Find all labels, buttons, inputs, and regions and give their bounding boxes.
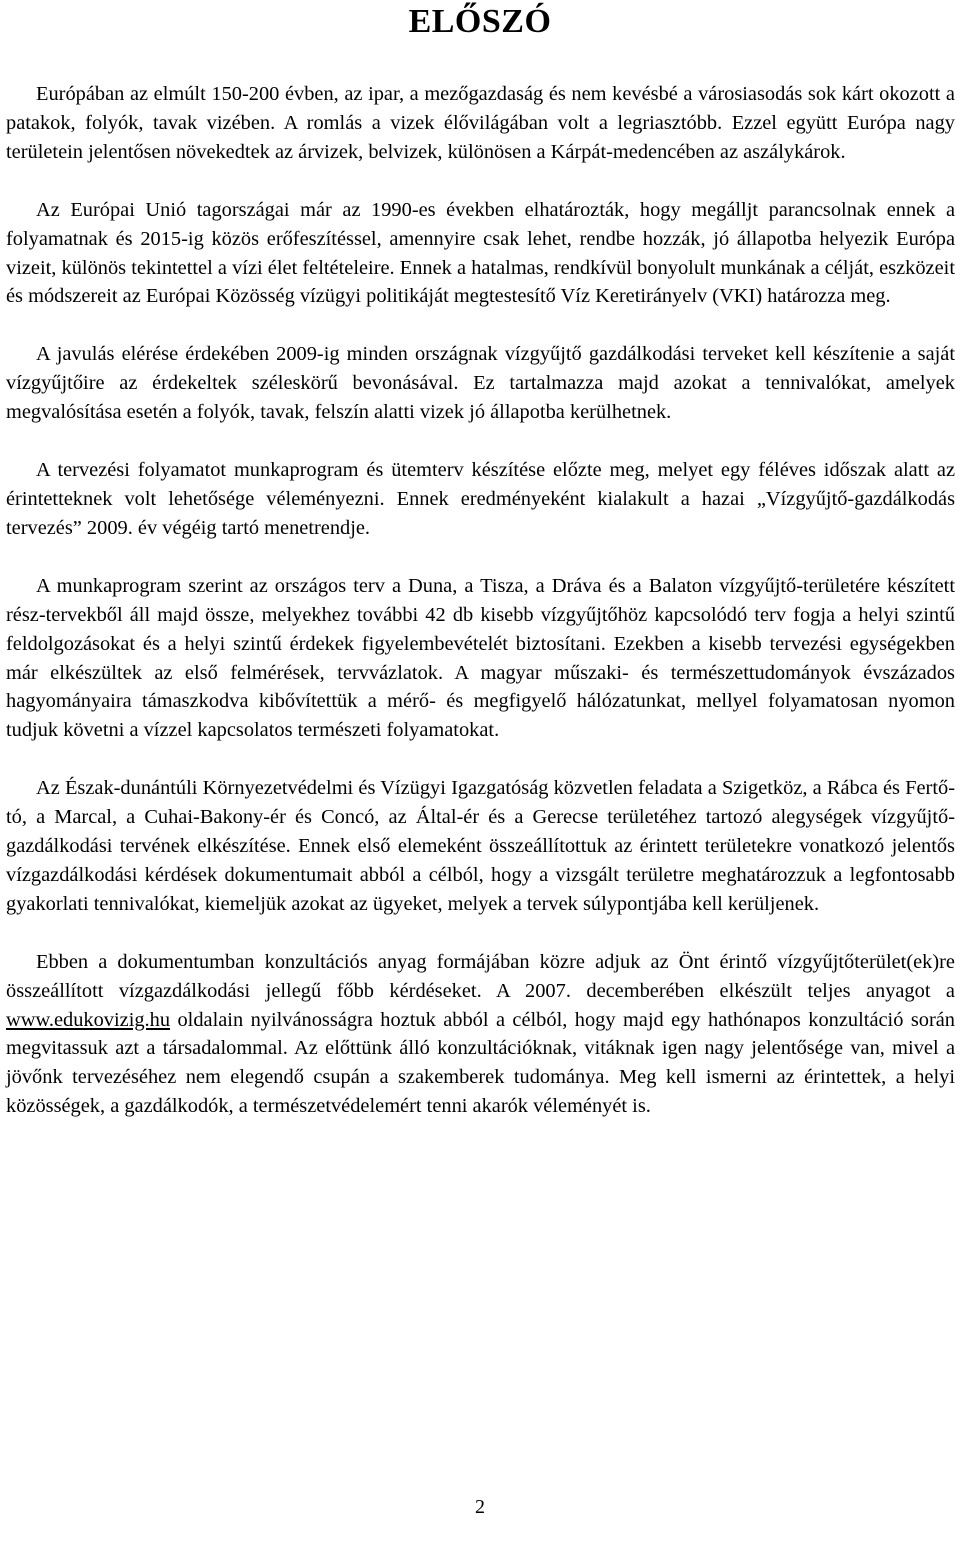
paragraph-7: [6, 948, 955, 1121]
paragraph-7-text-before-link: Ebben a dokumentumban konzultációs anyag formájában közre adjuk az Önt érintő vízgyűjtőterület(ek)re összeállított vízgazdálkodási jellegű főbb kérdéseket. A 2007. decemberében elkészült teljes anyagot a: [6, 950, 955, 1002]
paragraph-3: A javulás elérése érdekében 2009-ig minden országnak vízgyűjtő gazdálkodási terveket kell készítenie a saját vízgyűjtőire az érdekeltek széleskörű bevonásával. Ez tartalmazza majd azokat a tennivalókat, amelyek megvalósítása esetén a folyók, tavak, felszín alatti vizek jó állapotba kerülhetnek.: [6, 343, 955, 424]
paragraph-6: Az Észak-dunántúli Környezetvédelmi és Vízügyi Igazgatóság közvetlen feladata a Szigetköz, a Rábca és Fertő-tó, a Marcal, a Cuhai-Bakony-ér és Concó, az Által-ér és a Gerecse területéhez tartozó alegységek vízgyűjtő-gazdálkodási tervének elkészítése. Ennek első elemeként összeállítottuk az érintett területekre vonatkozó jelentős vízgazdálkodási kérdések dokumentumait abból a célból, hogy a vizsgált területre meghatározzuk a legfontosabb gyakorlati tennivalókat, kiemeljük azokat az ügyeket, melyek a tervek súlypontjába kell kerüljenek.: [6, 777, 955, 915]
website-link[interactable]: www.edukovizig.hu: [6, 1008, 171, 1031]
paragraph-4: A tervezési folyamatot munkaprogram és ütemterv készítése előzte meg, melyet egy féléves időszak alatt az érintetteknek volt lehetősége véleményezni. Ennek eredményeként kialakult a hazai „Vízgyűjtő-gazdálkodás tervezés” 2009. év végéig tartó menetrendje.: [6, 459, 955, 539]
page-number: 2: [475, 1496, 485, 1518]
paragraph-1: Európában az elmúlt 150-200 évben, az ipar, a mezőgazdaság és nem kevésbé a városiasodás sok kárt okozott a patakok, folyók, tavak vizében. A romlás a vizek élővilágában volt a legriasztóbb. Ezzel együtt Európa nagy területein jelentősen növekedtek az árvizek, belvizek, különösen a Kárpát-medencében az aszálykárok.: [6, 83, 955, 163]
paragraph-2: Az Európai Unió tagországai már az 1990-es években elhatározták, hogy megálljt parancsolnak ennek a folyamatnak és 2015-ig közös erőfeszítéssel, amennyire csak lehet, rendbe hozzák, jó állapotba helyezik Európa vizeit, különös tekintettel a vízi élet feltételeire. Ennek a hatalmas, rendkívül bonyolult munkának a célját, eszközeit és módszereit az Európai Közösség vízügyi politikáját megtestesítő Víz Keretirányelv (VKI) határozza meg.: [6, 198, 955, 308]
page-title: ELŐSZÓ: [408, 3, 552, 40]
paragraph-5: A munkaprogram szerint az országos terv a Duna, a Tisza, a Dráva és a Balaton vízgyűjtő-területére készített rész-tervekből áll majd össze, melyekhez további 42 db kisebb vízgyűjtőhöz kapcsolódó terv fogja a helyi szintű feldolgozásokat és a helyi szintű érdekek figyelembevételét biztosítani. Ezekben a kisebb tervezési egységekben már elkészültek az első felmérések, tervvázlatok. A magyar műszaki- és természettudományok évszázados hagyományaira támaszkodva kibővítettük a mérő- és megfigyelő hálózatunkat, mellyel folyamatosan nyomon tudjuk követni a vízzel kapcsolatos természeti folyamatokat.: [6, 574, 955, 742]
document-body: [6, 80, 955, 1150]
paragraph-7-text-after-link: oldalain nyilvánosságra hoztuk abból a célból, hogy majd egy hathónapos konzultáció során megvitassuk azt a társadalommal. Az előttünk álló konzultációknak, vitáknak igen nagy jelentősége van, mivel a jövőnk tervezéséhez nem elegendő csupán a szakemberek tudománya. Meg kell ismerni az érintettek, a helyi közösségek, a gazdálkodók, a természetvédelemért tenni akarók véleményét is.: [6, 1008, 955, 1118]
